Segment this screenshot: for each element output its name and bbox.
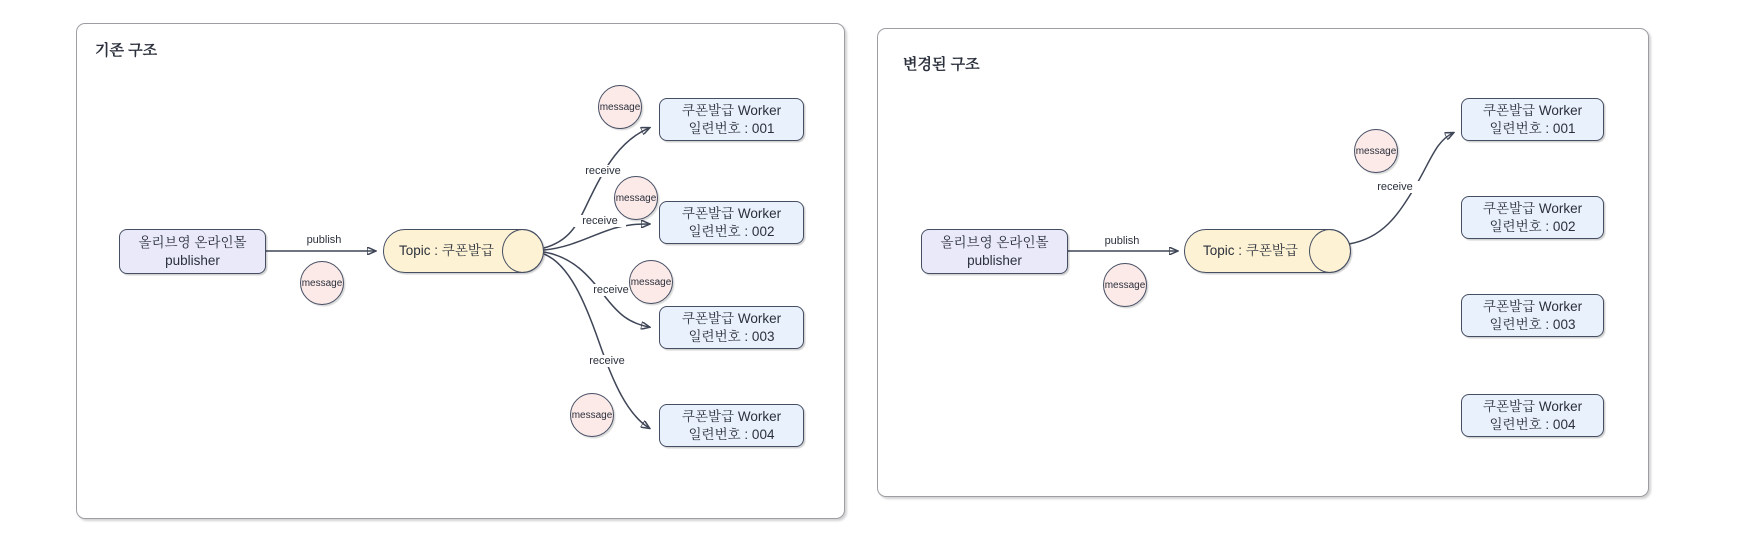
panel-changed-structure: [877, 28, 1649, 497]
worker-node-003: [1461, 294, 1604, 337]
topic-cylinder: [1184, 229, 1351, 273]
receive-edge-label: receive: [585, 284, 637, 296]
message-badge: [598, 85, 642, 129]
message-label: message: [615, 192, 657, 204]
receive-edge-label: receive: [1369, 181, 1421, 193]
publisher-name: 올리브영 온라인몰: [940, 234, 1049, 250]
message-badge: [629, 260, 673, 304]
worker-title: 쿠폰발급 Worker: [1482, 298, 1583, 314]
worker-title: 쿠폰발급 Worker: [1482, 398, 1583, 414]
worker-serial: 일련번호 : 004: [1489, 416, 1576, 432]
receive-edge-label: receive: [574, 215, 626, 227]
topic-cylinder: [383, 229, 544, 273]
message-badge: [300, 261, 344, 305]
cylinder-cap: [502, 229, 544, 273]
topic-label: Topic : 쿠폰발급: [399, 243, 494, 259]
panel-title: 기존 구조: [95, 42, 158, 59]
worker-node-003: [659, 306, 804, 349]
publish-edge-label: publish: [296, 234, 352, 246]
message-label: message: [630, 276, 672, 288]
worker-node-001: [1461, 98, 1604, 141]
publisher-name: 올리브영 온라인몰: [138, 234, 247, 250]
worker-serial: 일련번호 : 002: [1489, 218, 1576, 234]
worker-serial: 일련번호 : 003: [1489, 316, 1576, 332]
message-label: message: [301, 277, 343, 289]
panel-title: 변경된 구조: [903, 56, 980, 73]
publisher-node: [921, 229, 1068, 274]
publisher-node: [119, 229, 266, 274]
worker-node-004: [1461, 394, 1604, 437]
receive-edge-label: receive: [577, 165, 629, 177]
worker-title: 쿠폰발급 Worker: [681, 205, 782, 221]
worker-node-002: [659, 201, 804, 244]
message-label: message: [1355, 145, 1397, 157]
worker-node-002: [1461, 196, 1604, 239]
worker-title: 쿠폰발급 Worker: [681, 310, 782, 326]
worker-serial: 일련번호 : 003: [688, 328, 775, 344]
worker-serial: 일련번호 : 002: [688, 223, 775, 239]
publisher-role: publisher: [165, 252, 220, 268]
message-label: message: [1104, 279, 1146, 291]
worker-title: 쿠폰발급 Worker: [681, 408, 782, 424]
worker-node-001: [659, 98, 804, 141]
publish-edge-label: publish: [1094, 235, 1150, 247]
receive-edge-2: [544, 224, 649, 250]
message-label: message: [571, 409, 613, 421]
worker-title: 쿠폰발급 Worker: [1482, 200, 1583, 216]
receive-edge-label: receive: [581, 355, 633, 367]
message-badge: [1103, 263, 1147, 307]
cylinder-cap: [1309, 229, 1351, 273]
message-label: message: [599, 101, 641, 113]
worker-serial: 일련번호 : 004: [688, 426, 775, 442]
topic-label: Topic : 쿠폰발급: [1203, 243, 1298, 259]
worker-title: 쿠폰발급 Worker: [1482, 102, 1583, 118]
message-badge: [614, 176, 658, 220]
worker-serial: 일련번호 : 001: [1489, 120, 1576, 136]
publisher-role: publisher: [967, 252, 1022, 268]
panel-legacy-structure: [76, 23, 845, 519]
message-badge: [570, 393, 614, 437]
worker-node-004: [659, 404, 804, 447]
worker-serial: 일련번호 : 001: [688, 120, 775, 136]
message-badge: [1354, 129, 1398, 173]
worker-title: 쿠폰발급 Worker: [681, 102, 782, 118]
